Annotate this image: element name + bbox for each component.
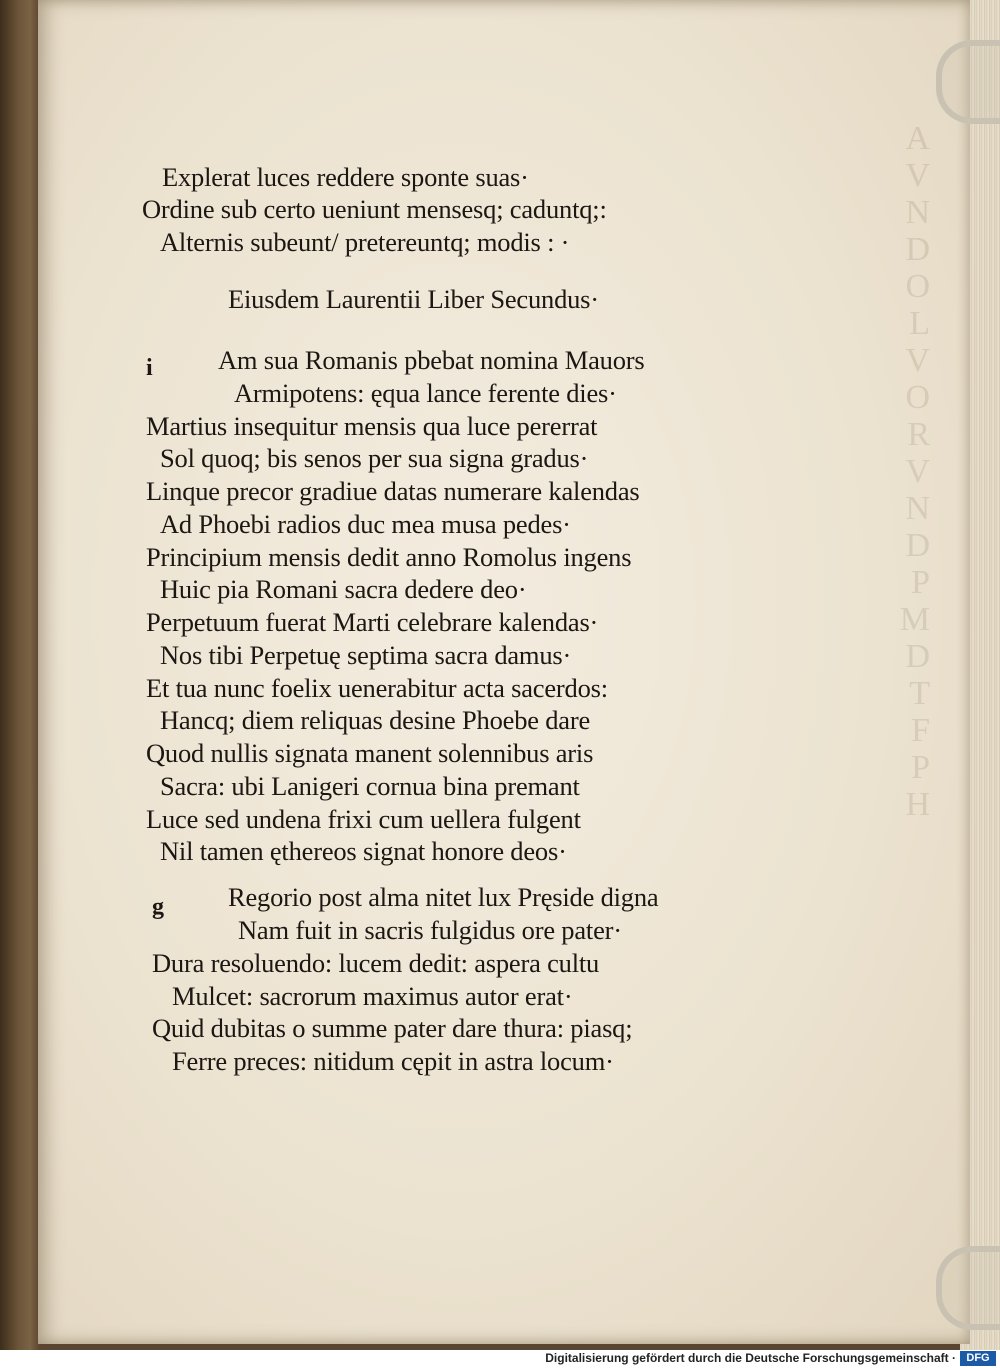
verse-line: Nil tamen ęthereos signat honore deos·	[160, 836, 567, 866]
verse-line: Linque precor gradiue datas numerare kalendas	[146, 476, 640, 506]
verse-line: Hancq; diem reliquas desine Phoebe dare	[160, 705, 591, 735]
verse-line: Perpetuum fuerat Marti celebrare kalendas·	[146, 607, 599, 637]
verse-line: Explerat luces reddere sponte suas·	[162, 162, 529, 192]
initial-guide-letter: i	[146, 355, 153, 381]
verse-line: Ad Phoebi radios duc mea musa pedes·	[160, 509, 571, 539]
verse-line: Alternis subeunt/ pretereuntq; modis : ·	[160, 227, 570, 257]
verse-line: Mulcet: sacrorum maximus autor erat·	[172, 981, 573, 1011]
clasp-top	[936, 40, 1000, 124]
verse-line: Martius insequitur mensis qua luce pererrat	[146, 411, 598, 441]
section-heading: Eiusdem Laurentii Liber Secundus·	[228, 284, 599, 314]
initial-guide-letter: g	[152, 894, 164, 920]
verse-line: Et tua nunc foelix uenerabitur acta sacerdos:	[146, 673, 608, 703]
verse-line: Dura resoluendo: lucem dedit: aspera cultu	[152, 948, 600, 978]
verse-line: Nam fuit in sacris fulgidus ore pater·	[238, 915, 622, 945]
verse-line: Armipotens: ęqua lance ferente dies·	[234, 378, 617, 408]
verse-line: Ferre preces: nitidum cępit in astra locum·	[172, 1046, 614, 1076]
verse-line: Sacra: ubi Lanigeri cornua bina premant	[160, 771, 580, 801]
show-through-decoration: A V N D O L V O R V N D P M D T F P H	[899, 120, 930, 823]
verse-line: Regorio post alma nitet lux Pręside digna	[228, 882, 659, 912]
verse-line: Ordine sub certo ueniunt mensesq; caduntq;:	[142, 194, 607, 224]
verse-line: Luce sed undena frixi cum uellera fulgent	[146, 804, 581, 834]
verse-line: Sol quoq; bis senos per sua signa gradus·	[160, 443, 589, 473]
verse-line: Nos tibi Perpetuę septima sacra damus·	[160, 640, 572, 670]
funding-credit: Digitalisierung gefördert durch die Deutsche Forschungsgemeinschaft ·	[545, 1351, 956, 1365]
verse-line: Am sua Romanis pbebat nomina Mauors	[218, 345, 645, 375]
verse-line: Quod nullis signata manent solennibus aris	[146, 738, 594, 768]
clasp-bottom	[936, 1246, 1000, 1330]
verse-line: Principium mensis dedit anno Romolus ingens	[146, 542, 632, 572]
dfg-logo: DFG	[960, 1351, 996, 1366]
verse-line: Quid dubitas o summe pater dare thura: piasq;	[152, 1013, 633, 1043]
verse-line: Huic pia Romani sacra dedere deo·	[160, 574, 527, 604]
